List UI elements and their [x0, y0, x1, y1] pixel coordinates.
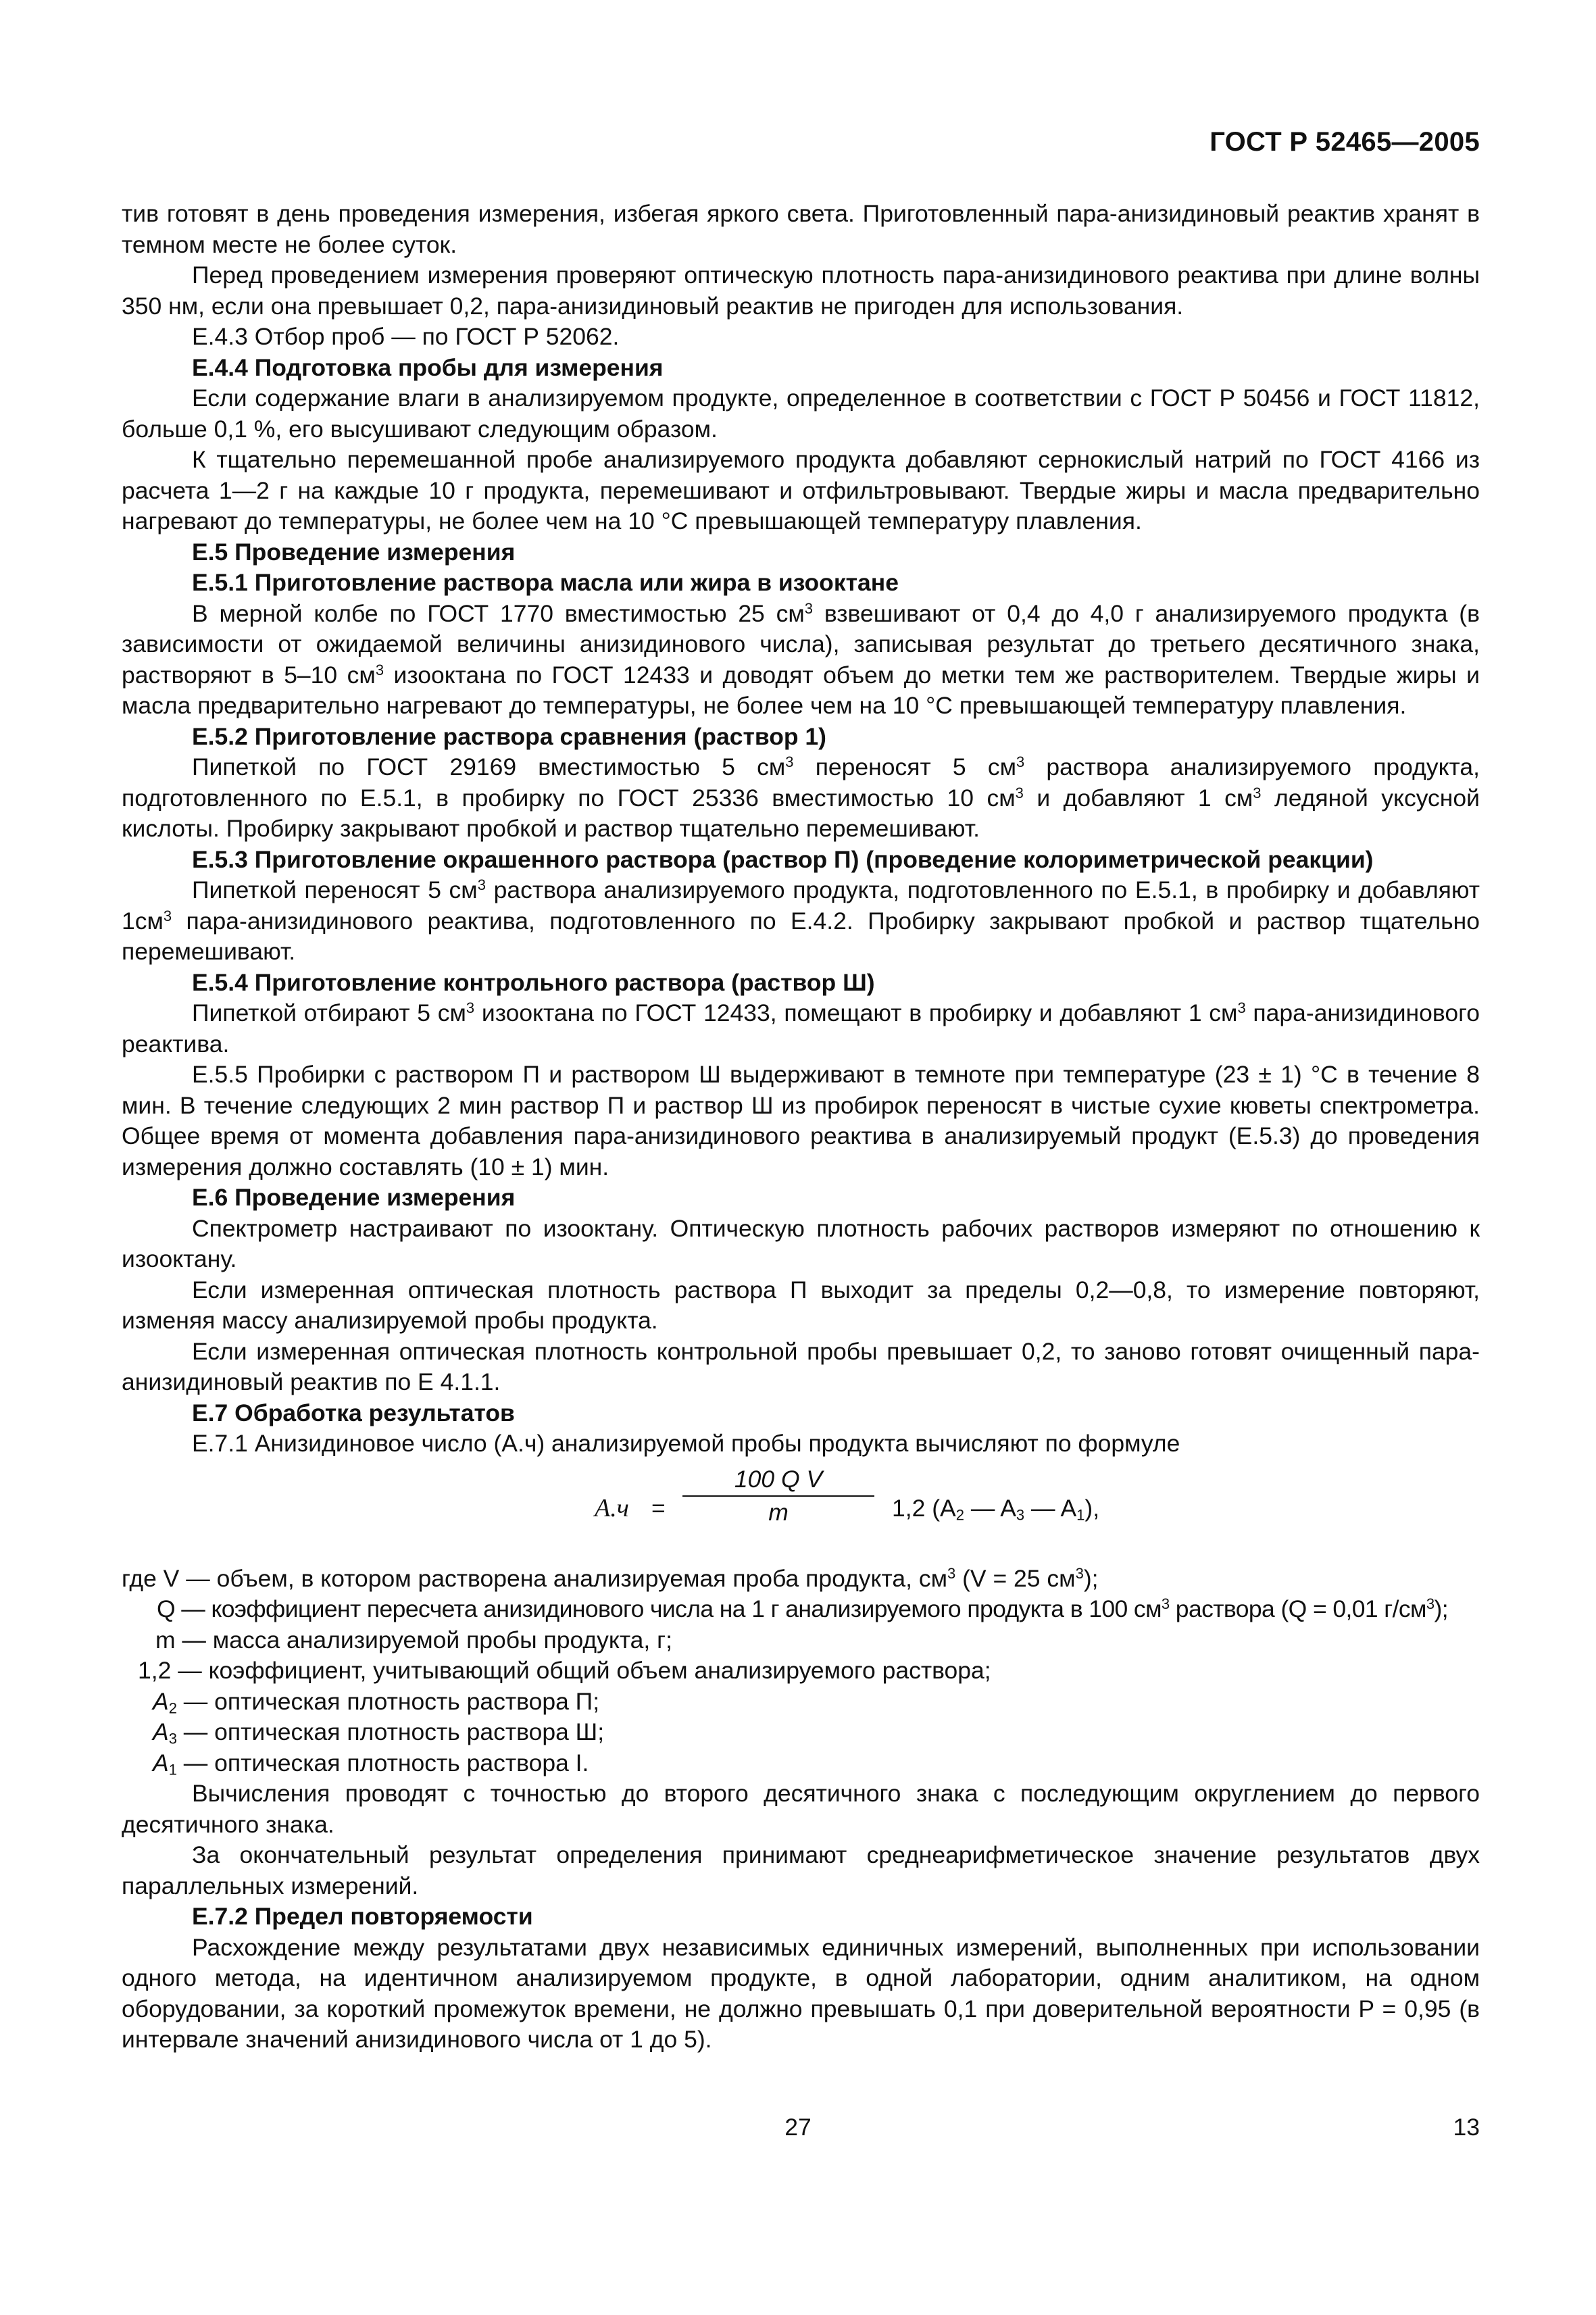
- legend-item: $A_3$ — оптическая плотность раствора Ш;: [153, 1718, 605, 1747]
- paragraph: Пипеткой отбирают 5 $см^3$ изооктана по ГОСТ 12433, помещают в пробирку и добавляют 1 $см^3$ пара-анизидинового реактива.: [122, 999, 1480, 1057]
- paragraph: Е.4.3 Отбор проб — по ГОСТ Р 52062.: [192, 323, 620, 350]
- section-heading: Е.5.2 Приготовление раствора сравнения (раствор 1): [192, 722, 826, 750]
- paragraph: Если измеренная оптическая плотность контрольной пробы превышает 0,2, то заново готовят очищенный пара-анизидиновый реактив по Е 4.1.1.: [122, 1337, 1480, 1395]
- paragraph: К тщательно перемешанной пробе анализируемого продукта добавляют сернокислый натрий по ГОСТ 4166 из расчета 1—2 г на каждые 10 г продукта, перемешивают и отфильтровывают. Твердые жиры и масла предварительно нагревают до температуры, не более чем на 10 °С превышающей температуру плавления.: [122, 446, 1480, 534]
- formula-fraction: [670, 1464, 887, 1528]
- paragraph: тив готовят в день проведения измерения, избегая яркого света. Приготовленный пара-анизидиновый реактив хранят в темном месте не более суток.: [122, 200, 1480, 258]
- legend-item: 1,2 — коэффициент, учитывающий общий объем анализируемого раствора;: [138, 1657, 991, 1684]
- paragraph: За окончательный результат определения принимают среднеарифметическое значение результатов двух параллельных измерений.: [122, 1841, 1480, 1899]
- document-body: [122, 199, 1480, 2056]
- paragraph: Вычисления проводят с точностью до второго десятичного знака с последующим округлением до первого десятичного знака.: [122, 1780, 1480, 1838]
- formula-denominator: m: [768, 1498, 789, 1526]
- legend-item: Q — коэффициент пересчета анизидинового числа на 1 г анализируемого продукта в 100 $см^3$ раствора (Q = 0,01 $г/см^3$);: [157, 1595, 1449, 1622]
- paragraph: Если содержание влаги в анализируемом продукте, определенное в соответствии с ГОСТ Р 50456 и ГОСТ 11812, больше 0,1 %, его высушивают следующим образом.: [122, 384, 1480, 443]
- section-heading: Е.7 Обработка результатов: [192, 1399, 515, 1426]
- paragraph: Е.5.5 Пробирки с раствором П и раствором Ш выдерживают в темноте при температуре (23 ± 1) °С в течение 8 мин. В течение следующих 2 мин раствор П и раствор Ш из пробирок переносят в чистые сухие кюветы спектрометра. Общее время от момента добавления пара-анизидинового реактива в анализируемый продукт (Е.5.3) до проведения измерения должно составлять (10 ± 1) мин.: [122, 1061, 1480, 1180]
- section-heading: Е.5.1 Приготовление раствора масла или жира в изооктане: [192, 569, 899, 596]
- section-heading: Е.5 Проведение измерения: [192, 538, 516, 566]
- section-heading: Е.5.4 Приготовление контрольного раствора (раствор Ш): [192, 968, 875, 996]
- paragraph: Пипеткой по ГОСТ 29169 вместимостью 5 $см^3$ переносят 5 $см^3$ раствора анализируемого продукта, подготовленного по Е.5.1, в пробирку по ГОСТ 25336 вместимостью 10 $см^3$ и добавляют 1 $см^3$ ледяной уксусной кислоты. Пробирку закрывают пробкой и раствор тщательно перемешивают.: [122, 753, 1480, 842]
- paragraph: Пипеткой переносят 5 $см^3$ раствора анализируемого продукта, подготовленного по Е.5.1, в пробирку и добавляют $1см^3$ пара-анизидинового реактива, подготовленного по Е.4.2. Пробирку закрывают пробкой и раствор тщательно перемешивают.: [122, 876, 1480, 965]
- legend-item: $A_1$ — оптическая плотность раствора I.: [153, 1749, 589, 1778]
- formula-numerator: 100 Q V: [734, 1465, 823, 1493]
- document-id: ГОСТ Р 52465—2005: [1210, 127, 1480, 157]
- page-number-center: 27: [784, 2114, 812, 2141]
- legend-item: m — масса анализируемой пробы продукта, г;: [155, 1626, 672, 1653]
- section-heading: Е.4.4 Подготовка пробы для измерения: [192, 353, 664, 381]
- section-heading: Е.6 Проведение измерения: [192, 1184, 516, 1211]
- paragraph: Расхождение между результатами двух независимых единичных измерений, выполненных при использовании одного метода, на идентичном анализируемом продукте, в одной лаборатории, одним аналитиком, на одном оборудовании, за короткий промежуток времени, не должно превышать 0,1 при доверительной вероятности P = 0,95 (в интервале значений анизидинового числа от 1 до 5).: [122, 1933, 1480, 2053]
- legend-item: где V — объем, в котором растворена анализируемая проба продукта, $см^3$ (V = 25 $см^3$);: [122, 1564, 1099, 1592]
- formula-equals: =: [651, 1494, 666, 1522]
- formula-rhs: 1,2 ($A_2$ — $A_3$ — $A_1$),: [892, 1494, 1100, 1523]
- legend-item: $A_2$ — оптическая плотность раствора П;: [153, 1687, 600, 1716]
- paragraph: Спектрометр настраивают по изооктану. Оптическую плотность рабочих растворов измеряют по отношению к изооктану.: [122, 1214, 1480, 1272]
- page-number-right: 13: [1453, 2114, 1480, 2141]
- anisidine-formula: [122, 1464, 1480, 1557]
- paragraph: Перед проведением измерения проверяют оптическую плотность пара-анизидинового реактива при длине волны 350 нм, если она превышает 0,2, пара-анизидиновый реактив не пригоден для использования.: [122, 262, 1480, 320]
- section-heading: Е.7.2 Предел повторяемости: [192, 1903, 533, 1930]
- paragraph: Е.7.1 Анизидиновое число (А.ч) анализируемой пробы продукта вычисляют по формуле: [192, 1430, 1180, 1457]
- paragraph: Если измеренная оптическая плотность раствора П выходит за пределы 0,2—0,8, то измерение повторяют, изменяя массу анализируемой пробы продукта.: [122, 1276, 1480, 1334]
- section-heading: Е.5.3 Приготовление окрашенного раствора (раствор П) (проведение колориметрической реакции): [192, 845, 1374, 873]
- paragraph: В мерной колбе по ГОСТ 1770 вместимостью 25 $см^3$ взвешивают от 0,4 до 4,0 г анализируемого продукта (в зависимости от ожидаемой величины анизидинового числа), записывая результат до третьего десятичного знака, растворяют в 5–10 $см^3$ изооктана по ГОСТ 12433 и доводят объем до метки тем же растворителем. Твердые жиры и масла предварительно нагревают до температуры, не более чем на 10 °С превышающей температуру плавления.: [122, 599, 1480, 719]
- formula-lhs: А.ч: [595, 1493, 629, 1522]
